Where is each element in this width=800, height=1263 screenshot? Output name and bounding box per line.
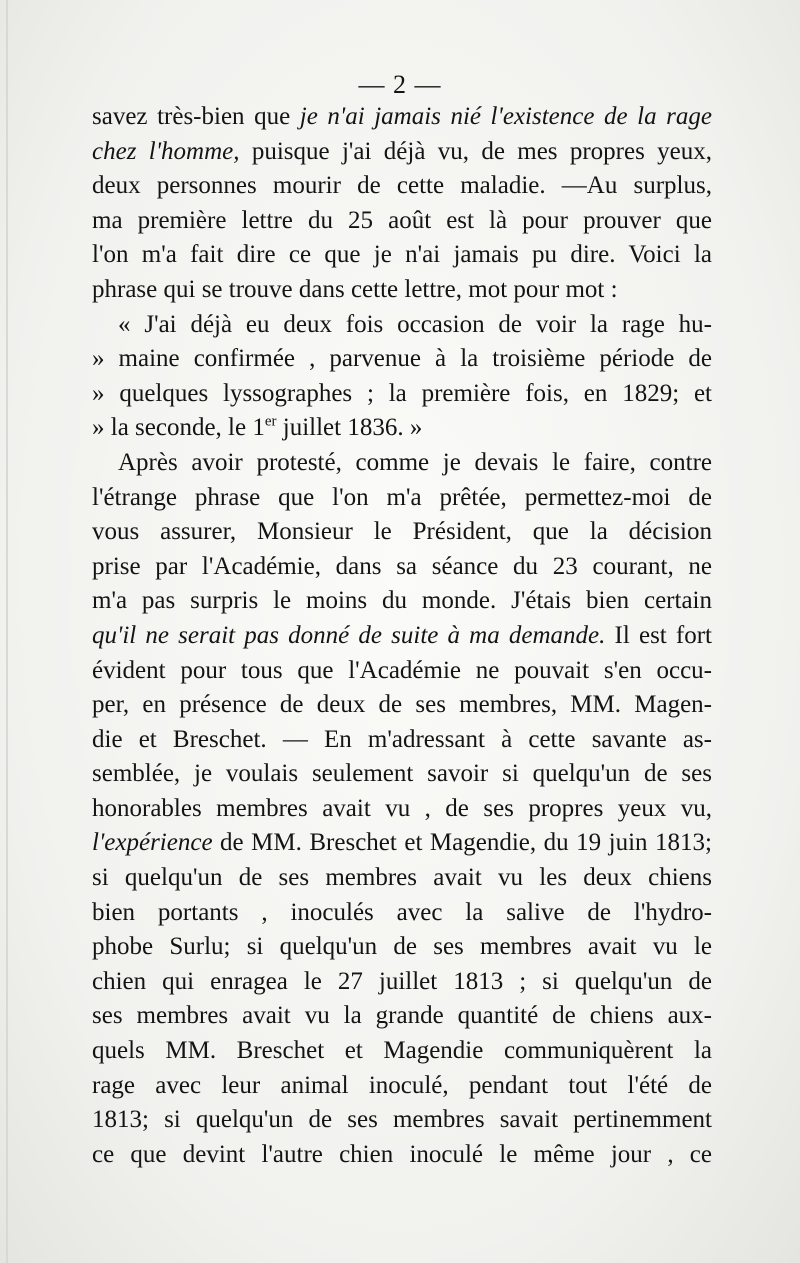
text-run: prise par l'Académie, dans sa séance du 23 courant, ne — [92, 552, 712, 580]
text-run: vous assurer, Monsieur le Président, que la décision — [92, 518, 712, 546]
text-line — [92, 999, 712, 1034]
text-run: m'a pas surpris le moins du monde. J'étais bien certain — [92, 587, 712, 615]
text-run: phobe Surlu; si quelqu'un de ses membres avait vu le — [92, 933, 712, 961]
text-run: l'étrange phrase que l'on m'a prêtée, permettez-moi de — [92, 483, 712, 511]
text-run: 1813; si quelqu'un de ses membres savait pertinemment — [92, 1106, 712, 1134]
text-run: ce que devint l'autre chien inoculé le même jour , ce — [92, 1140, 712, 1168]
text-line — [92, 1069, 712, 1104]
text-run: ses membres avait vu la grande quantité de chiens aux- — [92, 1002, 712, 1030]
text-run: rage avec leur animal inoculé, pendant tout l'été de — [92, 1071, 712, 1099]
text-line — [92, 550, 712, 585]
page-edge-shadow — [6, 0, 8, 1263]
text-line — [92, 619, 712, 654]
text-line — [92, 965, 712, 1000]
text-line — [92, 273, 712, 308]
text-line — [92, 861, 712, 896]
text-line — [92, 411, 712, 446]
text-line — [92, 515, 712, 550]
text-line — [92, 1103, 712, 1138]
italic-text: je n'ai jamais nié l'existence de la rage — [299, 103, 713, 130]
text-run: puisque j'ai déjà vu, de mes propres yeux, — [239, 137, 713, 165]
text-line — [92, 1138, 712, 1173]
text-line — [92, 654, 712, 689]
text-run: bien portants , inoculés avec la salive de l'hydro- — [92, 898, 712, 926]
text-line — [92, 135, 712, 170]
text-line — [92, 342, 712, 377]
text-run: de MM. Breschet et Magendie, du 19 juin 1813; — [212, 829, 712, 857]
text-run: per, en présence de deux de ses membres, MM. Magen- — [92, 691, 712, 719]
text-line — [92, 896, 712, 931]
text-line — [92, 792, 712, 827]
text-line — [92, 100, 712, 135]
text-run: ma première lettre du 25 août est là pour prouver que — [92, 206, 712, 234]
text-run: » maine confirmée , parvenue à la troisième période de — [92, 345, 712, 373]
text-run: phrase qui se trouve dans cette lettre, mot pour mot : — [92, 275, 618, 303]
text-line — [92, 169, 712, 204]
text-run: die et Breschet. — En m'adressant à cette savante as- — [92, 725, 712, 753]
text-run: Après avoir protesté, comme je devais le faire, contre — [118, 448, 712, 476]
text-line — [92, 446, 712, 481]
text-run: semblée, je voulais seulement savoir si quelqu'un de ses — [92, 760, 712, 788]
text-line — [92, 204, 712, 239]
text-run: Il est fort — [605, 621, 712, 649]
text-run: évident pour tous que l'Académie ne pouvait s'en occu- — [92, 656, 712, 684]
text-line — [92, 308, 712, 343]
text-run: l'on m'a fait dire ce que je n'ai jamais pu dire. Voici la — [92, 241, 712, 269]
text-line — [92, 688, 712, 723]
text-line — [92, 826, 712, 861]
text-run: » quelques lyssographes ; la première fois, en 1829; et — [92, 379, 712, 407]
text-run: deux personnes mourir de cette maladie. —Au surplus, — [92, 172, 712, 200]
text-run: juillet 1836. » — [276, 414, 423, 442]
text-run: » la seconde, le 1 — [92, 414, 265, 442]
text-line — [92, 757, 712, 792]
text-run: savez très-bien que — [92, 103, 300, 130]
text-run: quels MM. Breschet et Magendie communiquèrent la — [92, 1037, 712, 1065]
text-line — [92, 1034, 712, 1069]
text-line — [92, 238, 712, 273]
text-line — [92, 930, 712, 965]
body-text — [92, 100, 712, 1172]
italic-text: l'expérience — [92, 829, 213, 857]
superscript: er — [264, 414, 277, 431]
text-line — [92, 584, 712, 619]
text-run: si quelqu'un de ses membres avait vu les deux chiens — [92, 864, 712, 892]
text-run: chien qui enragea le 27 juillet 1813 ; si quelqu'un de — [92, 967, 712, 995]
text-run: « J'ai déjà eu deux fois occasion de voir la rage hu- — [118, 310, 712, 338]
text-line — [92, 481, 712, 516]
text-run: honorables membres avait vu , de ses propres yeux vu, — [92, 794, 712, 822]
text-line — [92, 723, 712, 758]
italic-text: qu'il ne serait pas donné de suite à ma demande. — [92, 621, 606, 649]
page-number: — 2 — — [358, 70, 442, 99]
italic-text: chez l'homme, — [92, 137, 240, 165]
text-line — [92, 377, 712, 412]
